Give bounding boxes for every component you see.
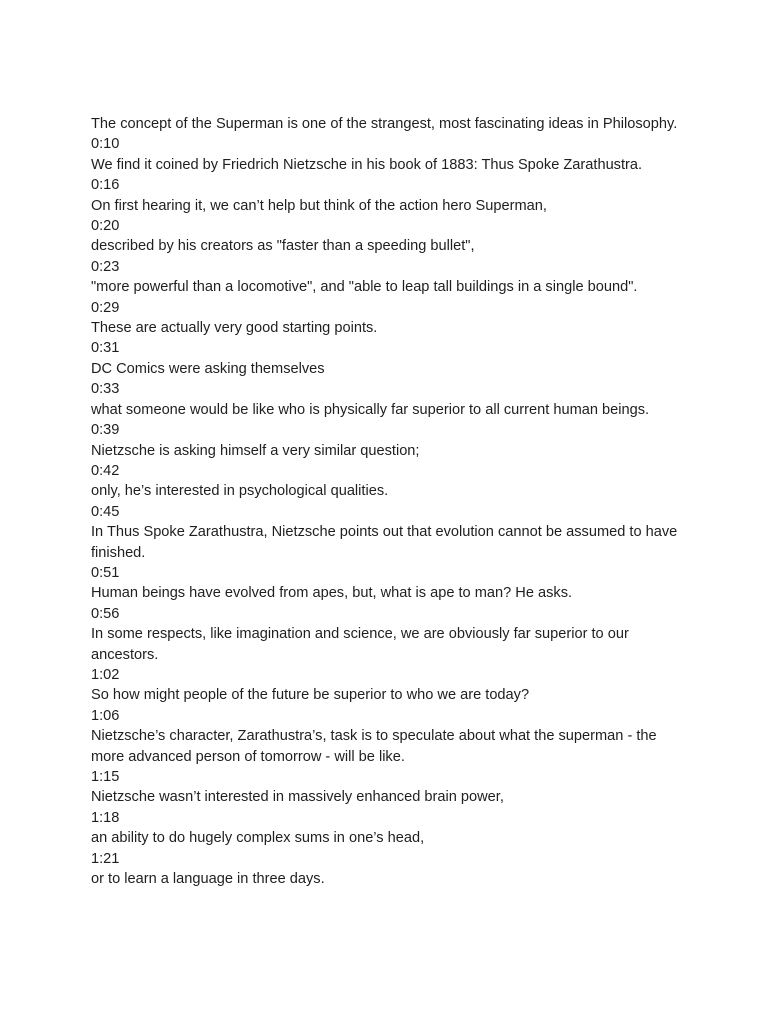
timestamp: 0:42	[91, 462, 120, 479]
timestamp: 1:06	[91, 707, 120, 724]
timestamp: 0:45	[91, 503, 120, 520]
transcript-text: On first hearing it, we can’t help but think of the action hero Superman,	[91, 197, 547, 214]
transcript-text: We find it coined by Friedrich Nietzsche in his book of 1883: Thus Spoke Zarathustra.	[91, 156, 643, 173]
timestamp: 1:18	[91, 809, 120, 826]
transcript-page	[91, 114, 691, 889]
transcript-text: described by his creators as "faster than a speeding bullet",	[91, 238, 475, 255]
transcript-text: In some respects, like imagination and science, we are obviously far superior to our ancestors.	[91, 626, 629, 663]
timestamp: 0:33	[91, 381, 120, 398]
transcript-text: what someone would be like who is physically far superior to all current human beings.	[91, 401, 650, 418]
transcript-text: These are actually very good starting points.	[91, 320, 378, 337]
transcript-text: Nietzsche is asking himself a very similar question;	[91, 442, 420, 459]
transcript-text: DC Comics were asking themselves	[91, 360, 325, 377]
transcript-text: an ability to do hugely complex sums in one’s head,	[91, 830, 425, 847]
transcript-text: Nietzsche’s character, Zarathustra’s, task is to speculate about what the superman - the more advanced person of tomorrow - will be like.	[91, 728, 657, 765]
transcript-text: The concept of the Superman is one of the strangest, most fascinating ideas in Philosophy.	[91, 116, 678, 132]
timestamp: 0:23	[91, 258, 120, 275]
timestamp: 1:21	[91, 850, 120, 867]
transcript-text: only, he’s interested in psychological qualities.	[91, 483, 389, 500]
transcript-text: Human beings have evolved from apes, but, what is ape to man? He asks.	[91, 585, 573, 602]
timestamp: 0:20	[91, 218, 120, 235]
timestamp: 0:31	[91, 340, 120, 357]
timestamp: 0:16	[91, 177, 120, 194]
transcript-text: or to learn a language in three days.	[91, 871, 325, 888]
transcript-text: So how might people of the future be superior to who we are today?	[91, 687, 530, 704]
timestamp: 1:15	[91, 769, 120, 785]
timestamp: 0:10	[91, 136, 120, 153]
transcript-text: In Thus Spoke Zarathustra, Nietzsche points out that evolution cannot be assumed to have finished.	[91, 524, 678, 561]
timestamp: 1:02	[91, 666, 120, 683]
transcript-text: "more powerful than a locomotive", and "able to leap tall buildings in a single bound".	[91, 279, 638, 296]
timestamp: 0:56	[91, 605, 120, 622]
timestamp: 0:39	[91, 422, 120, 439]
timestamp: 0:51	[91, 564, 120, 581]
timestamp: 0:29	[91, 299, 120, 316]
transcript-text: Nietzsche wasn’t interested in massively enhanced brain power,	[91, 789, 504, 806]
